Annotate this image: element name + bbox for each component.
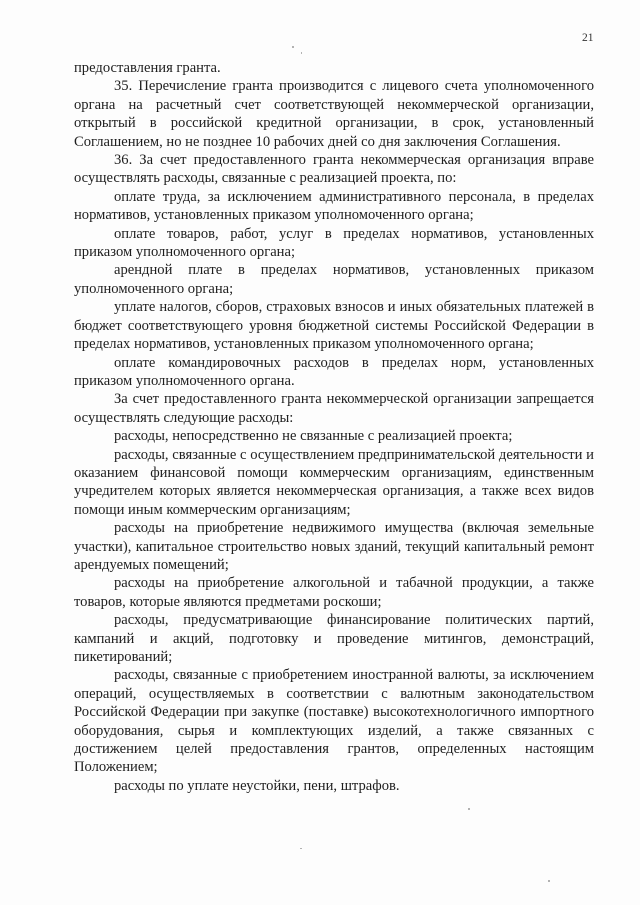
paragraph: расходы на приобретение алкогольной и табачной продукции, а также товаров, которые являются предметами роскоши; — [74, 575, 594, 610]
paragraph: 36. За счет предоставленного гранта некоммерческая организация вправе осуществлять расходы, связанные с реализацией проекта, по: — [74, 152, 594, 187]
paragraph: оплате командировочных расходов в пределах норм, установленных приказом уполномоченного органа. — [74, 354, 594, 389]
paragraph: оплате труда, за исключением административного персонала, в пределах нормативов, установленных приказом уполномоченного органа; — [74, 188, 594, 224]
paragraph: предоставления гранта. — [74, 60, 221, 76]
paragraph: 35. Перечисление гранта производится с лицевого счета уполномоченного органа на расчетный счет соответствующей некоммерческой организации, открытый в российской кредитной организации, в срок, установленный Соглашением, но не позднее 10 рабочих дней со дня заключения Соглашения. — [74, 78, 594, 150]
scan-speck — [300, 848, 302, 849]
paragraph: расходы на приобретение недвижимого имущества (включая земельные участки), капитальное строительство новых зданий, текущий капитальный ремонт арендуемых помещений; — [74, 520, 594, 573]
paragraph: арендной плате в пределах нормативов, установленных приказом уполномоченного органа; — [74, 262, 594, 297]
paragraph: расходы, непосредственно не связанные с реализацией проекта; — [114, 428, 513, 445]
scan-speck — [548, 880, 550, 882]
page-number: 21 — [582, 32, 594, 44]
scan-speck — [468, 808, 470, 810]
scan-speck — [292, 46, 294, 48]
paragraph: расходы, связанные с осуществлением предпринимательской деятельности и оказанием финансовой помощи коммерческим организациям, единственным учредителем которых является некоммерческая организация, а также всех видов помощи иным коммерческим организациям; — [74, 446, 594, 518]
paragraph: уплате налогов, сборов, страховых взносов и иных обязательных платежей в бюджет соответствующего уровня бюджетной системы Российской Федерации в пределах нормативов, установленных приказом уполномоченного органа; — [74, 299, 594, 353]
paragraph: расходы по уплате неустойки, пени, штрафов. — [114, 777, 400, 794]
scan-speck — [301, 52, 302, 54]
paragraph: За счет предоставленного гранта некоммерческой организации запрещается осуществлять следующие расходы: — [74, 391, 594, 426]
document-body — [74, 59, 594, 795]
paragraph: расходы, связанные с приобретением иностранной валюты, за исключением операций, осуществляемых в соответствии с валютным законодательством Российской Федерации при закупке (поставке) высокотехнологичного импортного оборудования, сырья и комплектующих изделий, а также связанных с достижением целей предоставления грантов, определенных настоящим Положением; — [74, 667, 594, 776]
paragraph: расходы, предусматривающие финансирование политических партий, кампаний и акций, подготовку и проведение митингов, демонстраций, пикетирований; — [74, 612, 594, 665]
paragraph: оплате товаров, работ, услуг в пределах нормативов, установленных приказом уполномоченного органа; — [74, 225, 594, 261]
